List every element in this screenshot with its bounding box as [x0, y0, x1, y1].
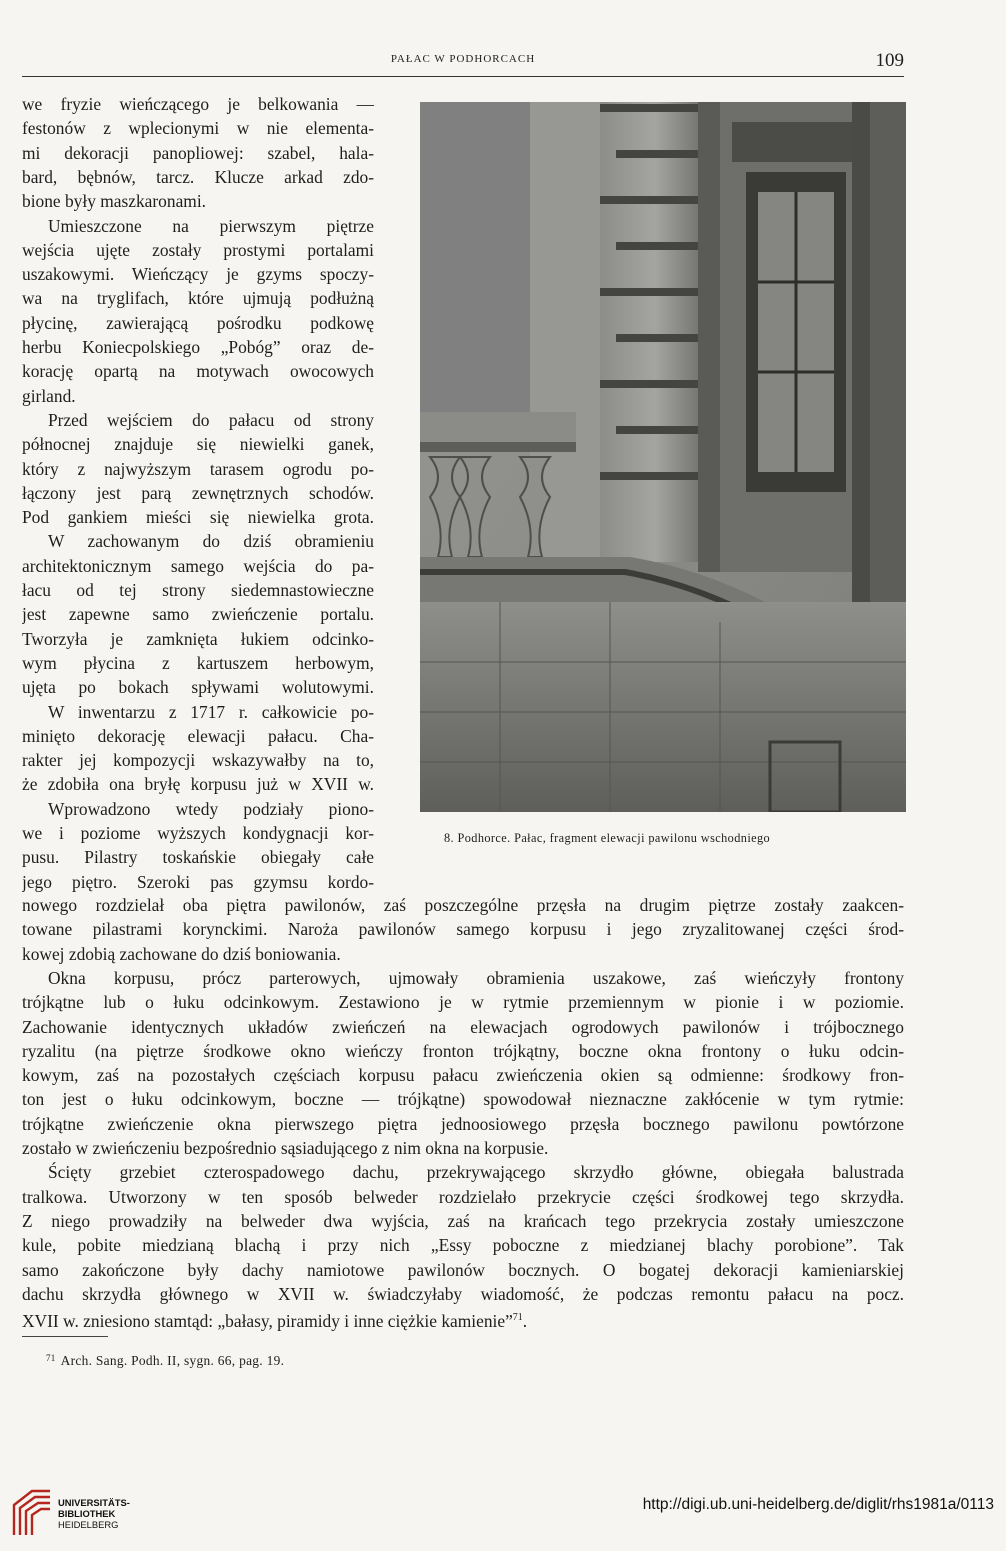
- body-text-line-content: ton jest o łuku odcinkowym, boczne — trójkątne) spowodował nieznaczne zakłócenie w tym rytmie:: [22, 1089, 904, 1110]
- column-text-line: północnej znajduje się niewielki ganek,: [22, 434, 374, 455]
- column-text-line: korację opartą na motywach owocowych: [22, 361, 374, 382]
- column-text-line: mi dekoracji panopliowej: szabel, hala-: [22, 142, 374, 163]
- library-name-line1: UNIVERSITÄTS-: [58, 1497, 130, 1508]
- column-text-line: Umieszczone na pierwszym piętrze: [48, 215, 374, 236]
- body-text-line-content: towane pilastrami korynckimi. Naroża pawilonów samego korpusu i jego zryzalitowanej części środ-: [22, 919, 904, 940]
- footnote-number: 71: [46, 1353, 56, 1363]
- body-text-line-content: samo zakończone były dachy namiotowe pawilonów bocznych. O bogatej dekoracji kamieniarskiej: [22, 1259, 904, 1280]
- column-text-line: bard, bębnów, tarcz. Klucze arkad zdo-: [22, 166, 374, 187]
- column-text-line: wym płycina z kartuszem herbowym,: [22, 652, 374, 673]
- footnote-rule: [22, 1336, 108, 1337]
- library-logo-icon: [10, 1489, 54, 1539]
- sentence-period: .: [522, 1311, 528, 1332]
- column-text-line: we fryzie wieńczącego je belkowania —: [22, 94, 374, 114]
- body-text-line: [22, 1112, 904, 1136]
- library-name: [58, 1497, 130, 1530]
- body-text-line-content: Ścięty grzebiet czterospadowego dachu, przekrywającego skrzydło główne, obiegała balustrada: [48, 1162, 904, 1183]
- body-text-line-content: ryzalitu (na piętrze środkowe okno wieńczy fronton trójkątny, boczne okna frontony o łuku odcin-: [22, 1040, 904, 1061]
- column-text-line: Wprowadzono wtedy podziały piono-: [48, 798, 374, 819]
- body-text-line-content: nowego rozdzielał oba piętra pawilonów, zaś poszczególne przęsła na drugim piętrze zostały zaakcen-: [22, 895, 904, 915]
- body-text-line: [22, 893, 904, 917]
- column-text-line: W zachowanym do dziś obramieniu: [48, 531, 374, 552]
- body-text-line: [22, 990, 904, 1014]
- body-text-line: [22, 1258, 904, 1282]
- column-text-line: jest zapewne samo zwieńczenie portalu.: [22, 604, 374, 625]
- footnote-text: Arch. Sang. Podh. II, sygn. 66, pag. 19.: [60, 1353, 285, 1368]
- column-text-line: uszakowymi. Wieńczący je gzyms spoczy-: [22, 264, 374, 285]
- column-text-line: herbu Koniecpolskiego „Pobóg” oraz de-: [22, 337, 374, 357]
- body-text-line: [22, 1015, 904, 1039]
- footnote-reference[interactable]: 71: [512, 1312, 523, 1324]
- column-text-line: ujęta po bokach spływami wolutowymi.: [22, 677, 374, 698]
- body-text-line-content: kowym, zaś na pozostałych częściach korpusu pałacu zwieńczenia okien są odmienne: środkowy fron-: [22, 1065, 904, 1086]
- body-text-line: [22, 1185, 904, 1209]
- column-text-line: rakter jej kompozycji wskazywałby na to,: [22, 750, 374, 771]
- palace-facade-photo: [420, 102, 906, 812]
- column-text-line: we i poziome wyższych kondygnacji kor-: [22, 823, 374, 843]
- body-text-line-content: Zachowanie identycznych układów zwieńczeń na elewacjach ogrodowych pawilonów i trójbocznego: [22, 1016, 904, 1037]
- body-text-line: [22, 966, 904, 990]
- body-text-line-content: trójkątne lub o łuku odcinkowym. Zestawiono je w rytmie przemiennym w pionie i w poziomie.: [22, 992, 904, 1013]
- column-text-line: bione były maszkaronami.: [22, 191, 207, 212]
- column-text-line: girland.: [22, 385, 76, 406]
- body-text-line: [22, 1209, 904, 1233]
- body-text-line: [22, 1233, 904, 1257]
- body-text-line-content: kule, pobite miedzianą blachą i przy nich „Essy poboczne z miedzianej blachy porobione”. Tak: [22, 1235, 904, 1256]
- body-text-line: [22, 1282, 904, 1306]
- column-text-line: minięto dekorację elewacji pałacu. Cha-: [22, 725, 374, 746]
- body-text-line-content: dachu skrzydła głównego w XVII w. świadczyłaby wiadomość, że podczas remontu pałacu na pocz.: [22, 1283, 904, 1304]
- column-text-line: Tworzyła je zamknięta łukiem odcinko-: [22, 628, 374, 649]
- column-text-line: który z najwyższym tarasem ogrodu po-: [22, 458, 374, 479]
- body-text-line: [22, 917, 904, 941]
- body-text-line-content: tralkowa. Utworzony w ten sposób belweder rozdzielało przekrycie części środkowej tego skrzydła.: [22, 1186, 904, 1207]
- library-name-line3: HEIDELBERG: [58, 1519, 119, 1530]
- body-text-line-content: zostało w zwieńczeniu bezpośrednio sąsiadującego z nim okna na korpusie.: [22, 1138, 549, 1158]
- column-text-line: Przed wejściem do pałacu od strony: [48, 409, 374, 430]
- body-text-line-content: kowej zdobią zachowane do dziś boniowania.: [22, 943, 341, 964]
- column-text-line: festonów z wplecionymi w nie elementa-: [22, 118, 374, 139]
- body-text-line: [22, 1087, 904, 1111]
- column-text-line: wejścia ujęte zostały prostymi portalami: [22, 239, 374, 260]
- body-text-line: [22, 1063, 904, 1087]
- body-text-line: [22, 1160, 904, 1184]
- column-text-line: architektonicznym samego wejścia do pa-: [22, 555, 374, 576]
- body-text-line: [22, 942, 904, 966]
- running-head: PAŁAC W PODHORCACH: [390, 53, 536, 65]
- footnote: [46, 1353, 284, 1369]
- figure-photo: [420, 102, 906, 812]
- column-text-line: pusu. Pilastry toskańskie obiegały całe: [22, 847, 374, 868]
- body-text-line: [22, 1136, 904, 1160]
- library-name-line2: BIBLIOTHEK: [58, 1508, 116, 1519]
- body-text-line-content: XVII w. zniesiono stamtąd: „bałasy, piramidy i inne ciężkie kamienie”: [22, 1311, 513, 1332]
- column-text-line: Pod gankiem mieści się niewielka grota.: [22, 507, 374, 528]
- page-header: [22, 50, 904, 77]
- body-text-line-content: trójkątne zwieńczenie okna pierwszego piętra jednoosiowego przęsła bocznego pawilonu powtórzone: [22, 1113, 904, 1134]
- column-text-line: łączony jest parą zewnętrznych schodów.: [22, 482, 374, 503]
- body-text-line-content: Okna korpusu, prócz parterowych, ujmowały obramienia uszakowe, zaś wieńczyły frontony: [48, 967, 904, 988]
- column-text-line: łacu od tej strony siedemnastowieczne: [22, 580, 374, 600]
- source-url-link[interactable]: http://digi.ub.uni-heidelberg.de/diglit/rhs1981a/0113: [642, 1496, 994, 1513]
- body-text-line-content: Z niego prowadziły na belweder dwa wyjścia, zaś na krańcach tego przekrycia zostały umieszczone: [22, 1210, 904, 1231]
- column-text-line: płycinę, zawierającą pośrodku podkowę: [22, 312, 374, 333]
- column-text-line: wa na tryglifach, które ujmują podłużną: [22, 288, 374, 309]
- column-text-line: W inwentarzu z 1717 r. całkowicie po-: [48, 701, 374, 722]
- body-text-line: [22, 1306, 904, 1333]
- figure-caption: 8. Podhorce. Pałac, fragment elewacji pawilonu wschodniego: [444, 831, 771, 845]
- column-text-line: jego piętro. Szeroki pas gzymsu kordo-: [22, 871, 374, 892]
- page-number: 109: [875, 50, 904, 71]
- column-text-line: że zdobiła ona bryłę korpusu już w XVII w.: [22, 774, 374, 795]
- body-text-line: [22, 1039, 904, 1063]
